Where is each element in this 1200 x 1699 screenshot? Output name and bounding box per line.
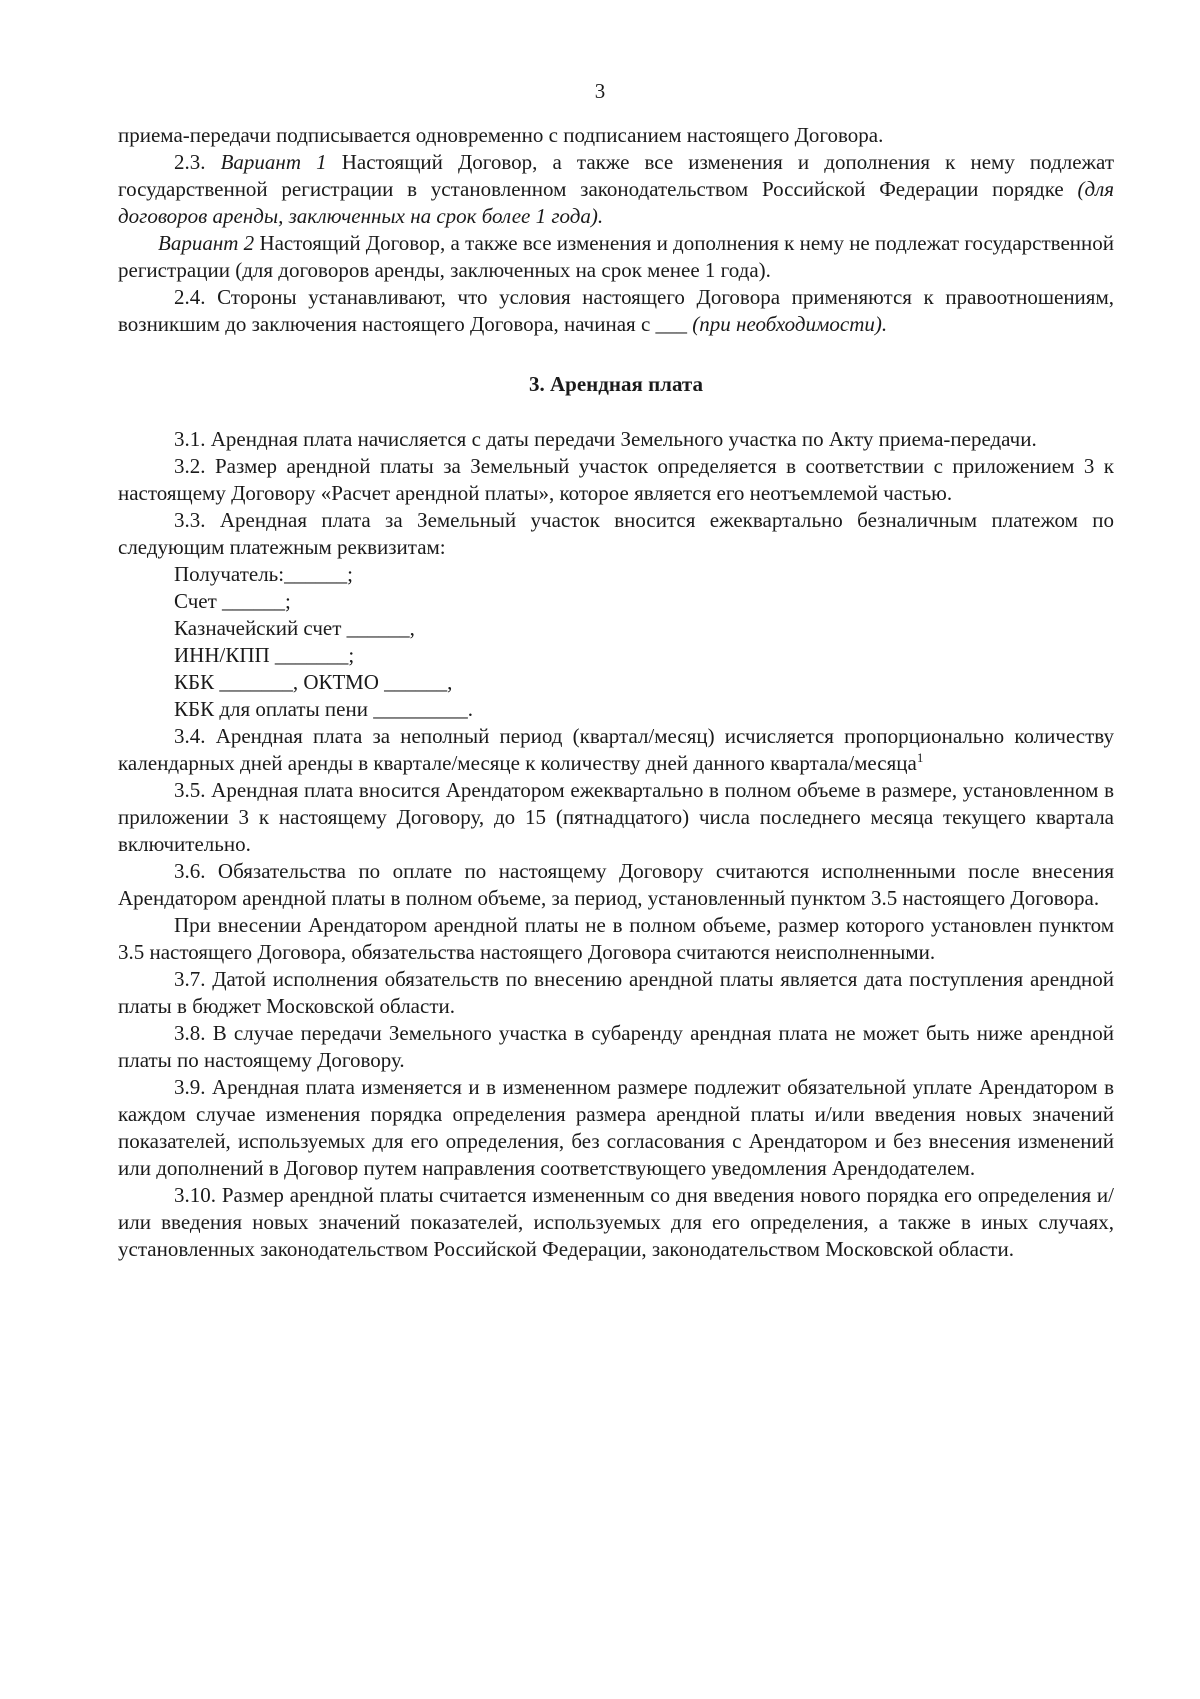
clause-note: (для договоров аренды, заключенных на срок более 1 года).	[118, 177, 1114, 228]
payment-requisites	[118, 561, 1114, 723]
clause-text: Настоящий Договор, а также все изменения и дополнения к нему не подлежат государственной регистрации (для договоров аренды, заключенных на срок менее 1 года).	[118, 231, 1115, 282]
requisite-kbk-penalty: КБК для оплаты пени _________.	[174, 697, 473, 721]
variant-label: Вариант 1	[220, 150, 327, 174]
continuation-paragraph: приема-передачи подписывается одновременно с подписанием настоящего Договора.	[118, 123, 884, 147]
clause-3-10: 3.10. Размер арендной платы считается измененным со дня введения нового порядка его определения и/или введения новых значений показателей, используемых для его определения, а также в иных случаях, установленных законодательством Российской Федерации, законодательством Московской области.	[118, 1183, 1114, 1261]
clause-3-8: 3.8. В случае передачи Земельного участка в субаренду арендная плата не может быть ниже арендной платы по настоящему Договору.	[118, 1021, 1114, 1072]
section-heading: 3. Арендная плата	[528, 372, 703, 396]
clause-text: Настоящий Договор, а также все изменения и дополнения к нему подлежат государственной регистрации в установленном законодательством Российской Федерации порядке	[118, 150, 1115, 201]
clause-3-2: 3.2. Размер арендной платы за Земельный участок определяется в соответствии с приложением 3 к настоящему Договору «Расчет арендной платы», которое является его неотъемлемой частью.	[118, 454, 1114, 505]
clause-2-3	[118, 149, 1114, 230]
clause-3-7: 3.7. Датой исполнения обязательств по внесению арендной платы является дата поступления арендной платы в бюджет Московской области.	[118, 967, 1114, 1018]
clause-number: 2.3.	[174, 150, 206, 174]
clause-2-4	[118, 284, 1114, 338]
clause-3-5: 3.5. Арендная плата вносится Арендатором ежеквартально в полном объеме в размере, установленном в приложении 3 к настоящему Договору, до 15 (пятнадцатого) числа последнего месяца текущего квартала включительно.	[118, 778, 1114, 856]
variant-label: Вариант 2	[158, 231, 255, 255]
clause-3-6: 3.6. Обязательства по оплате по настоящему Договору считаются исполненными после внесения Арендатором арендной платы в полном объеме, за период, установленный пунктом 3.5 настоящего Договора.	[118, 859, 1114, 910]
clause-text: 2.4. Стороны устанавливают, что условия настоящего Договора применяются к правоотношениям, возникшим до заключения настоящего Договора, начиная с ___	[118, 285, 1114, 336]
page-number: 3	[594, 79, 606, 103]
clause-note: (при необходимости).	[692, 312, 888, 336]
requisite-inn-kpp: ИНН/КПП _______;	[174, 643, 355, 667]
document-body	[118, 122, 1114, 1263]
clause-text: 3.4. Арендная плата за неполный период (квартал/месяц) исчисляется пропорционально количеству календарных дней аренды в квартале/месяце к количеству дней данного квартала/месяца	[118, 724, 1114, 775]
clause-3-9: 3.9. Арендная плата изменяется и в измененном размере подлежит обязательной уплате Арендатором в каждом случае изменения порядка определения размера арендной платы и/или введения новых значений показателей, используемых для его определения, без согласования с Арендатором и без внесения изменений или дополнений в Договор путем направления соответствующего уведомления Арендодателем.	[118, 1075, 1114, 1180]
requisite-recipient: Получатель:______;	[174, 562, 353, 586]
requisite-treasury-account: Казначейский счет ______,	[174, 616, 415, 640]
clause-3-3: 3.3. Арендная плата за Земельный участок вносится ежеквартально безналичным платежом по следующим платежным реквизитам:	[118, 508, 1114, 559]
clause-3-6-continued: При внесении Арендатором арендной платы не в полном объеме, размер которого установлен пунктом 3.5 настоящего Договора, обязательства настоящего Договора считаются неисполненными.	[118, 913, 1114, 964]
clause-2-3-variant-2	[118, 230, 1114, 284]
clause-3-1: 3.1. Арендная плата начисляется с даты передачи Земельного участка по Акту приема-передачи.	[174, 427, 1037, 451]
clause-3-4	[118, 723, 1114, 777]
footnote-marker: 1	[916, 750, 924, 765]
requisite-kbk-oktmo: КБК _______, ОКТМО ______,	[174, 670, 453, 694]
requisite-account: Счет ______;	[174, 589, 291, 613]
